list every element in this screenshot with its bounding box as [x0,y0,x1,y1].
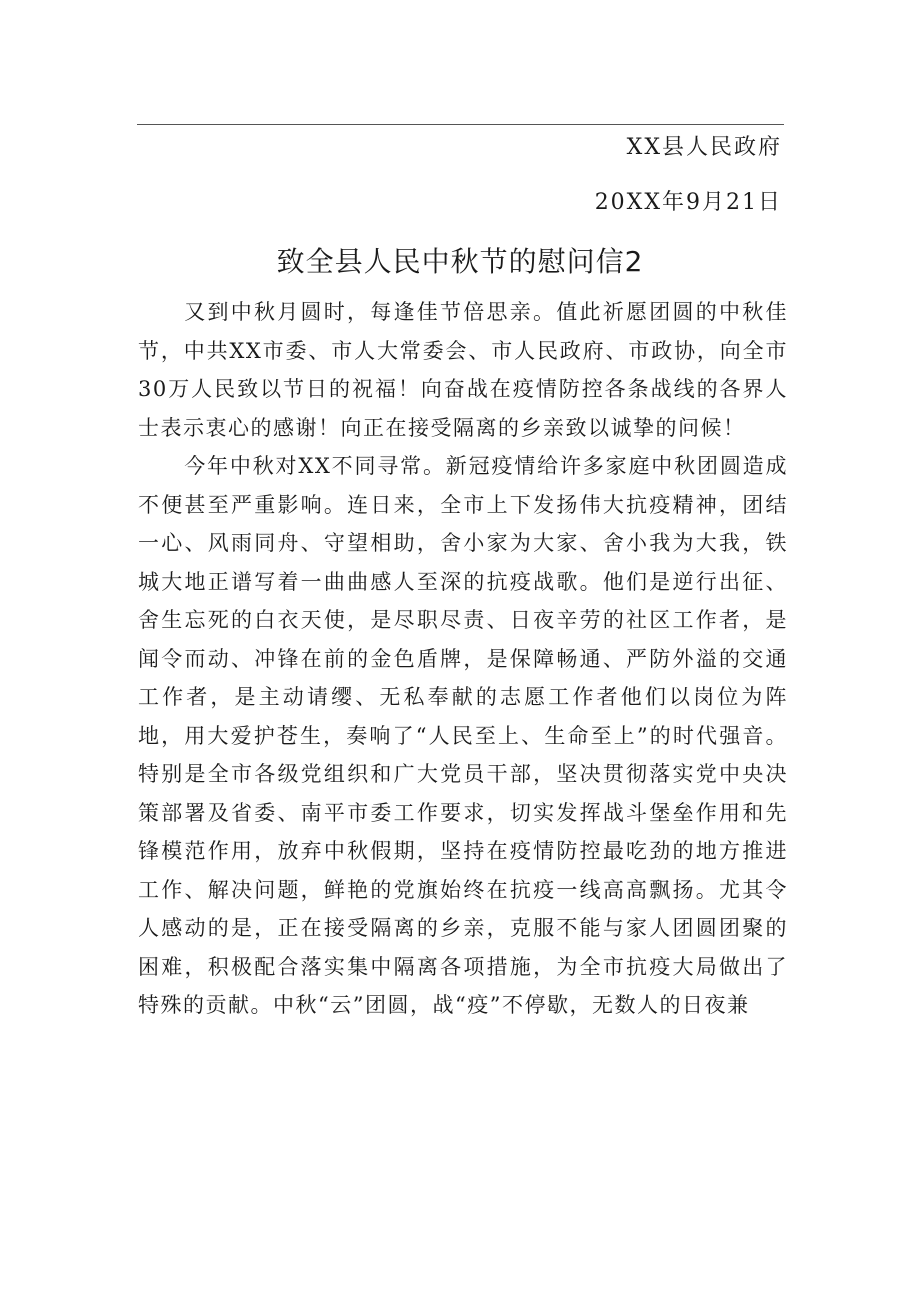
letter-body [138,293,788,1025]
paragraph-greeting: 又到中秋月圆时，每逢佳节倍思亲。值此祈愿团圆的中秋佳节，中共XX市委、市人大常委会、市人民政府、市政协，向全市30万人民致以节日的祝福！向奋战在疫情防控各条战线的各界人士表示衷心的感谢！向正在接受隔离的乡亲致以诚挚的问候！ [138,300,788,440]
issuer-signature: XX县人民政府 [626,135,782,160]
paragraph-main: 今年中秋对XX不同寻常。新冠疫情给许多家庭中秋团圆造成不便甚至严重影响。连日来，全市上下发扬伟大抗疫精神，团结一心、风雨同舟、守望相助，舍小家为大家、舍小我为大我，铁城大地正谱写着一曲曲感人至深的抗疫战歌。他们是逆行出征、舍生忘死的白衣天使，是尽职尽责、日夜辛劳的社区工作者，是闻令而动、冲锋在前的金色盾牌，是保障畅通、严防外溢的交通工作者，是主动请缨、无私奉献的志愿工作者他们以岗位为阵地，用大爱护苍生，奏响了“人民至上、生命至上”的时代强音。特别是全市各级党组织和广大党员干部，坚决贯彻落实党中央决策部署及省委、南平市委工作要求，切实发挥战斗堡垒作用和先锋模范作用，放弃中秋假期，坚持在疫情防控最吃劲的地方推进工作、解决问题，鲜艳的党旗始终在抗疫一线高高飘扬。尤其令人感动的是，正在接受隔离的乡亲，克服不能与家人团圆团聚的困难，积极配合落实集中隔离各项措施，为全市抗疫大局做出了特殊的贡献。中秋“云”团圆，战“疫”不停歇，无数人的日夜兼 [138,454,788,1017]
signature-date: 20XX年9月21日 [594,190,782,215]
letter-title: 致全县人民中秋节的慰问信2 [276,245,644,278]
header-divider [137,124,784,125]
